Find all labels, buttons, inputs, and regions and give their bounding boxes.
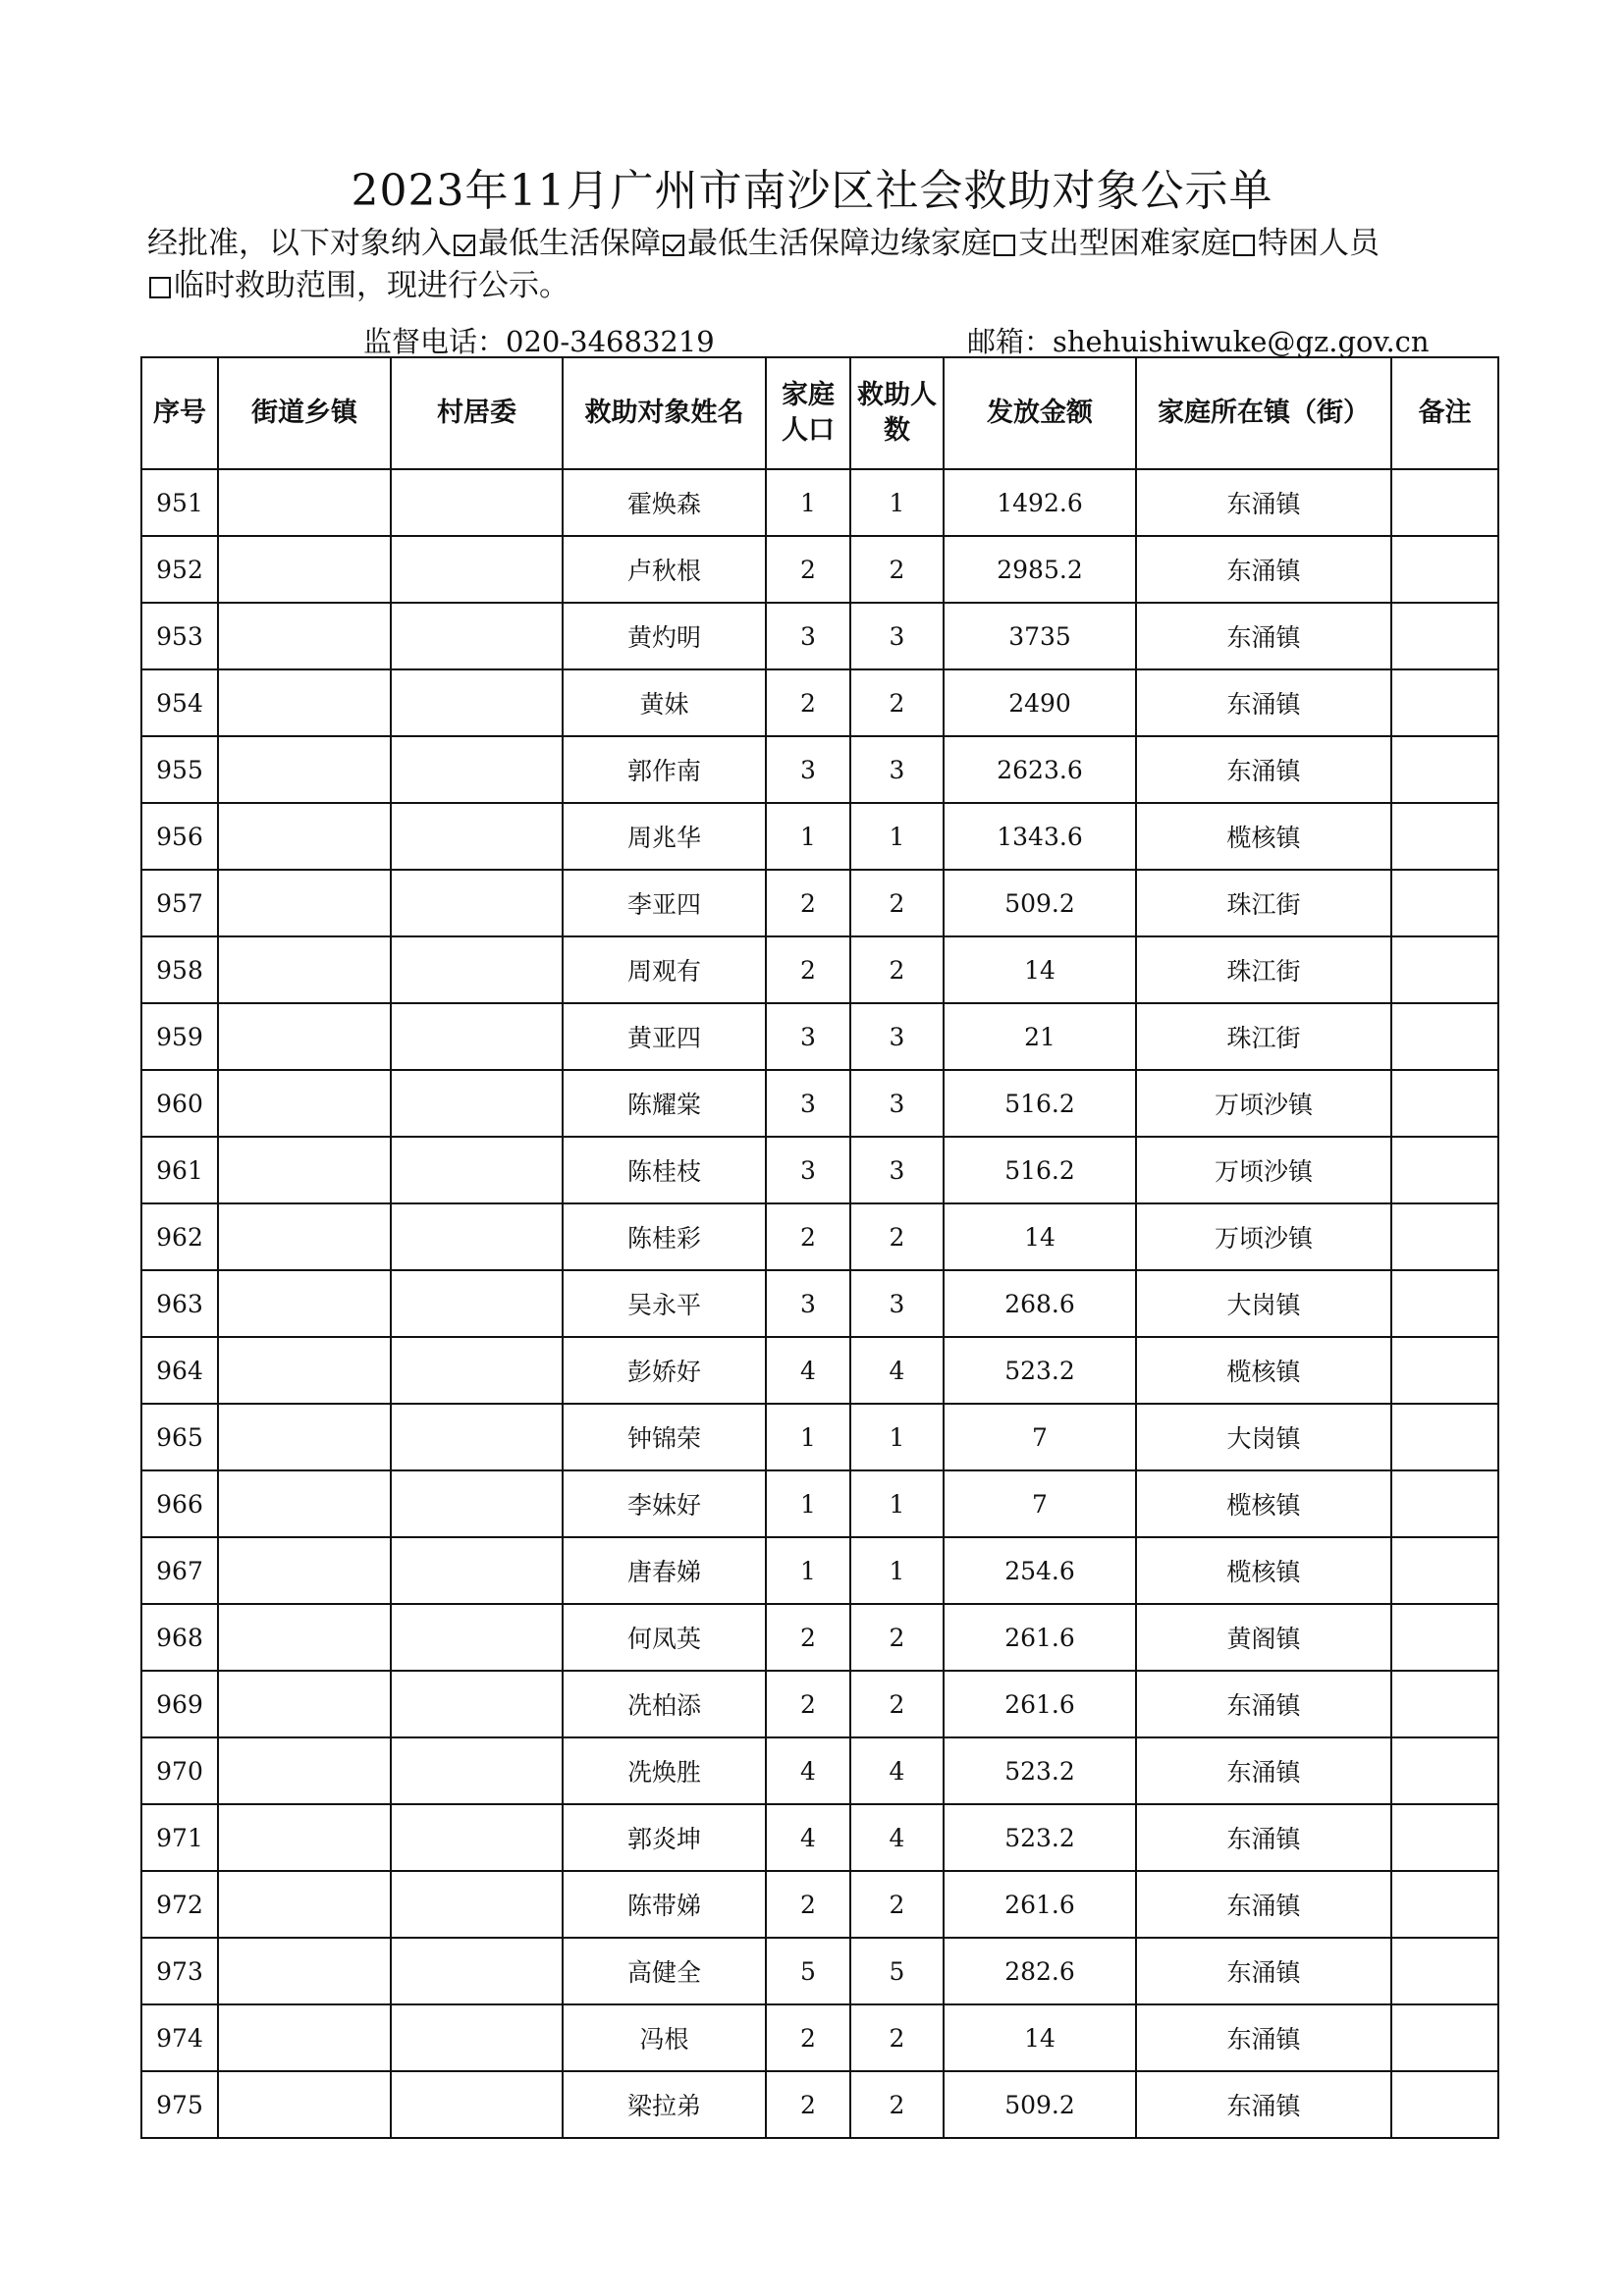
table-cell xyxy=(1391,1070,1498,1137)
table-cell: 1 xyxy=(766,1537,850,1604)
table-row xyxy=(141,1604,1498,1671)
table-cell: 2 xyxy=(766,1871,850,1938)
table-cell: 梁拉弟 xyxy=(563,2071,766,2138)
table-cell: 郭作南 xyxy=(563,736,766,803)
table-cell xyxy=(218,1404,391,1470)
table-row xyxy=(141,1737,1498,1804)
table-cell: 李亚四 xyxy=(563,870,766,936)
unchecked-box-icon xyxy=(1233,235,1255,256)
column-header: 救助人 数 xyxy=(850,357,944,469)
table-cell: 2 xyxy=(850,1203,944,1270)
table-cell: 何凤英 xyxy=(563,1604,766,1671)
table-cell xyxy=(391,536,563,603)
column-header: 家庭 人口 xyxy=(766,357,850,469)
table-cell xyxy=(391,1604,563,1671)
table-cell: 2 xyxy=(766,669,850,736)
table-cell xyxy=(391,1671,563,1737)
table-cell: 959 xyxy=(141,1003,218,1070)
table-row xyxy=(141,1804,1498,1871)
table-cell: 陈桂枝 xyxy=(563,1137,766,1203)
table-cell xyxy=(391,736,563,803)
table-cell: 东涌镇 xyxy=(1136,469,1391,536)
intro-line-2 xyxy=(147,263,1522,308)
table-cell: 陈桂彩 xyxy=(563,1203,766,1270)
table-row xyxy=(141,1003,1498,1070)
table-cell: 1492.6 xyxy=(944,469,1136,536)
checked-box-icon xyxy=(454,235,475,256)
page-title: 2023年11月广州市南沙区社会救助对象公示单 xyxy=(351,166,1273,216)
table-cell xyxy=(1391,1137,1498,1203)
table-cell: 952 xyxy=(141,536,218,603)
table-cell xyxy=(1391,1804,1498,1871)
table-cell: 黄妹 xyxy=(563,669,766,736)
table-cell: 珠江街 xyxy=(1136,870,1391,936)
table-cell: 冼焕胜 xyxy=(563,1737,766,1804)
table-cell: 21 xyxy=(944,1003,1136,1070)
table-cell: 1 xyxy=(850,469,944,536)
table-cell xyxy=(1391,736,1498,803)
table-cell xyxy=(391,1871,563,1938)
table-cell: 钟锦荣 xyxy=(563,1404,766,1470)
table-cell xyxy=(218,1337,391,1404)
table-cell: 261.6 xyxy=(944,1671,1136,1737)
table-cell: 珠江街 xyxy=(1136,1003,1391,1070)
table-cell xyxy=(218,2071,391,2138)
unchecked-box-icon xyxy=(994,235,1015,256)
table-cell xyxy=(391,936,563,1003)
table-row xyxy=(141,2004,1498,2071)
table-cell: 2 xyxy=(850,1604,944,1671)
table-cell: 1 xyxy=(850,803,944,870)
table-row xyxy=(141,669,1498,736)
table-row xyxy=(141,1203,1498,1270)
table-cell: 3 xyxy=(766,603,850,669)
table-cell xyxy=(391,603,563,669)
table-cell: 509.2 xyxy=(944,2071,1136,2138)
table-cell: 951 xyxy=(141,469,218,536)
table-cell: 2 xyxy=(850,2004,944,2071)
table-cell: 万顷沙镇 xyxy=(1136,1137,1391,1203)
table-cell xyxy=(391,1404,563,1470)
option-label: 最低生活保障边缘家庭 xyxy=(687,226,992,261)
table-cell: 3 xyxy=(850,1003,944,1070)
table-cell: 3735 xyxy=(944,603,1136,669)
table-cell: 2 xyxy=(850,936,944,1003)
table-cell: 964 xyxy=(141,1337,218,1404)
table-row xyxy=(141,536,1498,603)
table-cell: 282.6 xyxy=(944,1938,1136,2004)
option-label: 支出型困难家庭 xyxy=(1018,226,1231,261)
table-cell xyxy=(1391,1604,1498,1671)
table-cell: 4 xyxy=(766,1804,850,1871)
table-row xyxy=(141,1137,1498,1203)
table-cell xyxy=(1391,2004,1498,2071)
table-cell: 4 xyxy=(850,1804,944,1871)
table-cell xyxy=(218,1804,391,1871)
table-cell: 523.2 xyxy=(944,1804,1136,1871)
table-cell: 972 xyxy=(141,1871,218,1938)
table-cell: 东涌镇 xyxy=(1136,2004,1391,2071)
table-cell: 963 xyxy=(141,1270,218,1337)
table-row xyxy=(141,736,1498,803)
table-cell xyxy=(1391,2071,1498,2138)
table-cell: 3 xyxy=(766,1003,850,1070)
table-cell xyxy=(1391,1470,1498,1537)
table-cell: 970 xyxy=(141,1737,218,1804)
table-cell xyxy=(218,669,391,736)
table-cell: 2 xyxy=(850,2071,944,2138)
column-header: 家庭所在镇（街） xyxy=(1136,357,1391,469)
table-cell xyxy=(391,1270,563,1337)
option-label: 临时救助范围，现进行公示。 xyxy=(174,268,569,303)
table-cell: 榄核镇 xyxy=(1136,803,1391,870)
table-cell: 966 xyxy=(141,1470,218,1537)
table-body xyxy=(141,469,1498,2138)
table-row xyxy=(141,1070,1498,1137)
table-row xyxy=(141,936,1498,1003)
table-cell: 2985.2 xyxy=(944,536,1136,603)
table-cell xyxy=(218,803,391,870)
table-cell: 523.2 xyxy=(944,1737,1136,1804)
table-cell xyxy=(218,1470,391,1537)
table-cell xyxy=(1391,1270,1498,1337)
table-cell: 万顷沙镇 xyxy=(1136,1070,1391,1137)
table-cell: 261.6 xyxy=(944,1871,1136,1938)
table-cell: 东涌镇 xyxy=(1136,2071,1391,2138)
table-cell xyxy=(391,870,563,936)
table-cell: 2 xyxy=(766,870,850,936)
table-cell xyxy=(1391,1537,1498,1604)
table-cell: 黄灼明 xyxy=(563,603,766,669)
table-cell: 2 xyxy=(850,536,944,603)
table-header-row xyxy=(141,357,1498,469)
table-cell: 967 xyxy=(141,1537,218,1604)
table-cell: 1 xyxy=(850,1470,944,1537)
option-label: 特困人员 xyxy=(1258,226,1380,261)
table-cell: 523.2 xyxy=(944,1337,1136,1404)
table-cell xyxy=(218,1070,391,1137)
table-cell xyxy=(391,1137,563,1203)
table-cell: 1 xyxy=(766,803,850,870)
table-cell: 7 xyxy=(944,1404,1136,1470)
table-cell: 965 xyxy=(141,1404,218,1470)
table-cell xyxy=(218,1003,391,1070)
column-header: 备注 xyxy=(1391,357,1498,469)
table-cell: 2 xyxy=(850,1671,944,1737)
intro-line-1 xyxy=(147,221,1522,266)
option-label: 最低生活保障 xyxy=(478,226,661,261)
table-cell: 4 xyxy=(850,1337,944,1404)
unchecked-box-icon xyxy=(149,277,171,298)
table-cell: 3 xyxy=(850,736,944,803)
table-cell: 卢秋根 xyxy=(563,536,766,603)
table-cell: 268.6 xyxy=(944,1270,1136,1337)
table-cell xyxy=(1391,1737,1498,1804)
table-cell xyxy=(391,1537,563,1604)
table-row xyxy=(141,603,1498,669)
table-cell xyxy=(1391,536,1498,603)
table-cell: 960 xyxy=(141,1070,218,1137)
table-cell: 1343.6 xyxy=(944,803,1136,870)
table-cell: 961 xyxy=(141,1137,218,1203)
table-cell xyxy=(1391,1203,1498,1270)
table-cell: 516.2 xyxy=(944,1137,1136,1203)
table-cell xyxy=(218,469,391,536)
table-cell xyxy=(1391,1671,1498,1737)
table-cell: 261.6 xyxy=(944,1604,1136,1671)
table-cell: 东涌镇 xyxy=(1136,1938,1391,2004)
table-row xyxy=(141,1270,1498,1337)
table-cell: 陈耀棠 xyxy=(563,1070,766,1137)
table-row xyxy=(141,803,1498,870)
table-cell: 5 xyxy=(850,1938,944,2004)
table-row xyxy=(141,1337,1498,1404)
table-cell: 2 xyxy=(766,1671,850,1737)
table-cell xyxy=(391,2004,563,2071)
table-cell: 周兆华 xyxy=(563,803,766,870)
table-cell: 3 xyxy=(766,736,850,803)
table-cell xyxy=(218,2004,391,2071)
table-cell: 969 xyxy=(141,1671,218,1737)
table-cell: 3 xyxy=(850,1137,944,1203)
table-row xyxy=(141,1938,1498,2004)
table-cell: 2 xyxy=(766,536,850,603)
table-cell: 955 xyxy=(141,736,218,803)
column-header: 村居委 xyxy=(391,357,563,469)
table-cell: 958 xyxy=(141,936,218,1003)
table-cell xyxy=(1391,603,1498,669)
table-cell: 吴永平 xyxy=(563,1270,766,1337)
table-cell: 周观有 xyxy=(563,936,766,1003)
table-cell xyxy=(391,1804,563,1871)
table-cell: 2 xyxy=(766,936,850,1003)
table-cell: 万顷沙镇 xyxy=(1136,1203,1391,1270)
table-cell: 冯根 xyxy=(563,2004,766,2071)
table-cell: 1 xyxy=(850,1404,944,1470)
table-row xyxy=(141,1537,1498,1604)
table-cell xyxy=(391,803,563,870)
table-cell: 东涌镇 xyxy=(1136,669,1391,736)
table-cell: 2 xyxy=(766,1203,850,1270)
table-cell xyxy=(391,469,563,536)
table-cell: 高健全 xyxy=(563,1938,766,2004)
table-cell xyxy=(1391,469,1498,536)
table-cell xyxy=(391,1470,563,1537)
table-cell xyxy=(218,1270,391,1337)
table-cell: 1 xyxy=(766,1404,850,1470)
table-cell: 954 xyxy=(141,669,218,736)
table-cell xyxy=(1391,870,1498,936)
table-cell xyxy=(1391,1938,1498,2004)
table-cell xyxy=(391,1203,563,1270)
table-cell: 3 xyxy=(850,603,944,669)
table-cell: 14 xyxy=(944,1203,1136,1270)
table-row xyxy=(141,1404,1498,1470)
table-cell: 3 xyxy=(850,1070,944,1137)
table-cell xyxy=(1391,1404,1498,1470)
table-cell xyxy=(218,1137,391,1203)
column-header: 救助对象姓名 xyxy=(563,357,766,469)
table-cell: 珠江街 xyxy=(1136,936,1391,1003)
table-cell: 霍焕森 xyxy=(563,469,766,536)
table-cell: 郭炎坤 xyxy=(563,1804,766,1871)
table-cell: 254.6 xyxy=(944,1537,1136,1604)
table-cell: 962 xyxy=(141,1203,218,1270)
table-cell: 3 xyxy=(766,1270,850,1337)
table-cell xyxy=(1391,1003,1498,1070)
table-cell: 1 xyxy=(766,1470,850,1537)
table-cell: 953 xyxy=(141,603,218,669)
table-cell: 2 xyxy=(850,669,944,736)
table-cell: 彭娇好 xyxy=(563,1337,766,1404)
table-cell: 7 xyxy=(944,1470,1136,1537)
table-cell xyxy=(218,1203,391,1270)
table-cell: 榄核镇 xyxy=(1136,1337,1391,1404)
table-cell xyxy=(218,870,391,936)
table-cell: 2 xyxy=(766,1604,850,1671)
table-cell xyxy=(391,1337,563,1404)
table-cell: 大岗镇 xyxy=(1136,1270,1391,1337)
table-cell xyxy=(391,1003,563,1070)
intro-prefix: 经批准，以下对象纳入 xyxy=(147,226,452,261)
table-cell: 榄核镇 xyxy=(1136,1470,1391,1537)
table-cell xyxy=(218,1604,391,1671)
table-cell: 956 xyxy=(141,803,218,870)
relief-table xyxy=(140,356,1499,2139)
table-cell: 1 xyxy=(766,469,850,536)
table-cell xyxy=(218,936,391,1003)
table-cell xyxy=(218,1938,391,2004)
table-row xyxy=(141,1470,1498,1537)
column-header: 序号 xyxy=(141,357,218,469)
table-cell xyxy=(1391,669,1498,736)
table-cell: 14 xyxy=(944,2004,1136,2071)
table-cell: 509.2 xyxy=(944,870,1136,936)
table-cell: 大岗镇 xyxy=(1136,1404,1391,1470)
table-cell: 陈带娣 xyxy=(563,1871,766,1938)
table-cell: 3 xyxy=(766,1137,850,1203)
table-cell: 957 xyxy=(141,870,218,936)
table-row xyxy=(141,1671,1498,1737)
table-cell: 黄亚四 xyxy=(563,1003,766,1070)
table-cell: 973 xyxy=(141,1938,218,2004)
table-cell: 东涌镇 xyxy=(1136,603,1391,669)
table-cell: 4 xyxy=(766,1737,850,1804)
table-cell xyxy=(1391,1337,1498,1404)
table-cell xyxy=(218,1671,391,1737)
supervision-phone: 监督电话：020-34683219 xyxy=(363,325,715,358)
table-cell: 东涌镇 xyxy=(1136,1804,1391,1871)
table-cell: 4 xyxy=(766,1337,850,1404)
table-cell: 东涌镇 xyxy=(1136,1671,1391,1737)
table-cell: 1 xyxy=(850,1537,944,1604)
table-cell xyxy=(218,1871,391,1938)
table-cell: 东涌镇 xyxy=(1136,536,1391,603)
table-cell: 2 xyxy=(766,2004,850,2071)
table-cell: 974 xyxy=(141,2004,218,2071)
table-cell: 3 xyxy=(766,1070,850,1137)
table-cell: 516.2 xyxy=(944,1070,1136,1137)
table-cell xyxy=(1391,936,1498,1003)
checked-box-icon xyxy=(663,235,684,256)
table-cell xyxy=(218,1737,391,1804)
table-row xyxy=(141,2071,1498,2138)
table-cell xyxy=(391,1070,563,1137)
table-cell: 李妹好 xyxy=(563,1470,766,1537)
table-cell xyxy=(218,603,391,669)
table-cell: 3 xyxy=(850,1270,944,1337)
table-cell: 东涌镇 xyxy=(1136,736,1391,803)
table-cell: 975 xyxy=(141,2071,218,2138)
table-cell: 2623.6 xyxy=(944,736,1136,803)
column-header: 发放金额 xyxy=(944,357,1136,469)
table-cell xyxy=(218,1537,391,1604)
table-cell: 东涌镇 xyxy=(1136,1871,1391,1938)
table-cell: 榄核镇 xyxy=(1136,1537,1391,1604)
column-header: 街道乡镇 xyxy=(218,357,391,469)
table-cell xyxy=(391,1737,563,1804)
table-cell: 971 xyxy=(141,1804,218,1871)
table-row xyxy=(141,1871,1498,1938)
table-cell: 黄阁镇 xyxy=(1136,1604,1391,1671)
table-cell: 968 xyxy=(141,1604,218,1671)
table-cell: 4 xyxy=(850,1737,944,1804)
table-cell: 2 xyxy=(766,2071,850,2138)
table-cell: 唐春娣 xyxy=(563,1537,766,1604)
table-cell xyxy=(1391,1871,1498,1938)
table-cell: 2 xyxy=(850,1871,944,1938)
contact-email: 邮箱：shehuishiwuke@gz.gov.cn xyxy=(967,325,1430,358)
table-cell xyxy=(391,2071,563,2138)
table-cell xyxy=(1391,803,1498,870)
table-cell: 冼柏添 xyxy=(563,1671,766,1737)
table-cell: 5 xyxy=(766,1938,850,2004)
table-cell xyxy=(391,1938,563,2004)
table-row xyxy=(141,469,1498,536)
table-row xyxy=(141,870,1498,936)
table-cell: 2 xyxy=(850,870,944,936)
table-cell xyxy=(218,536,391,603)
table-cell: 14 xyxy=(944,936,1136,1003)
table-cell: 2490 xyxy=(944,669,1136,736)
table-cell xyxy=(391,669,563,736)
table-cell xyxy=(218,736,391,803)
table-cell: 东涌镇 xyxy=(1136,1737,1391,1804)
